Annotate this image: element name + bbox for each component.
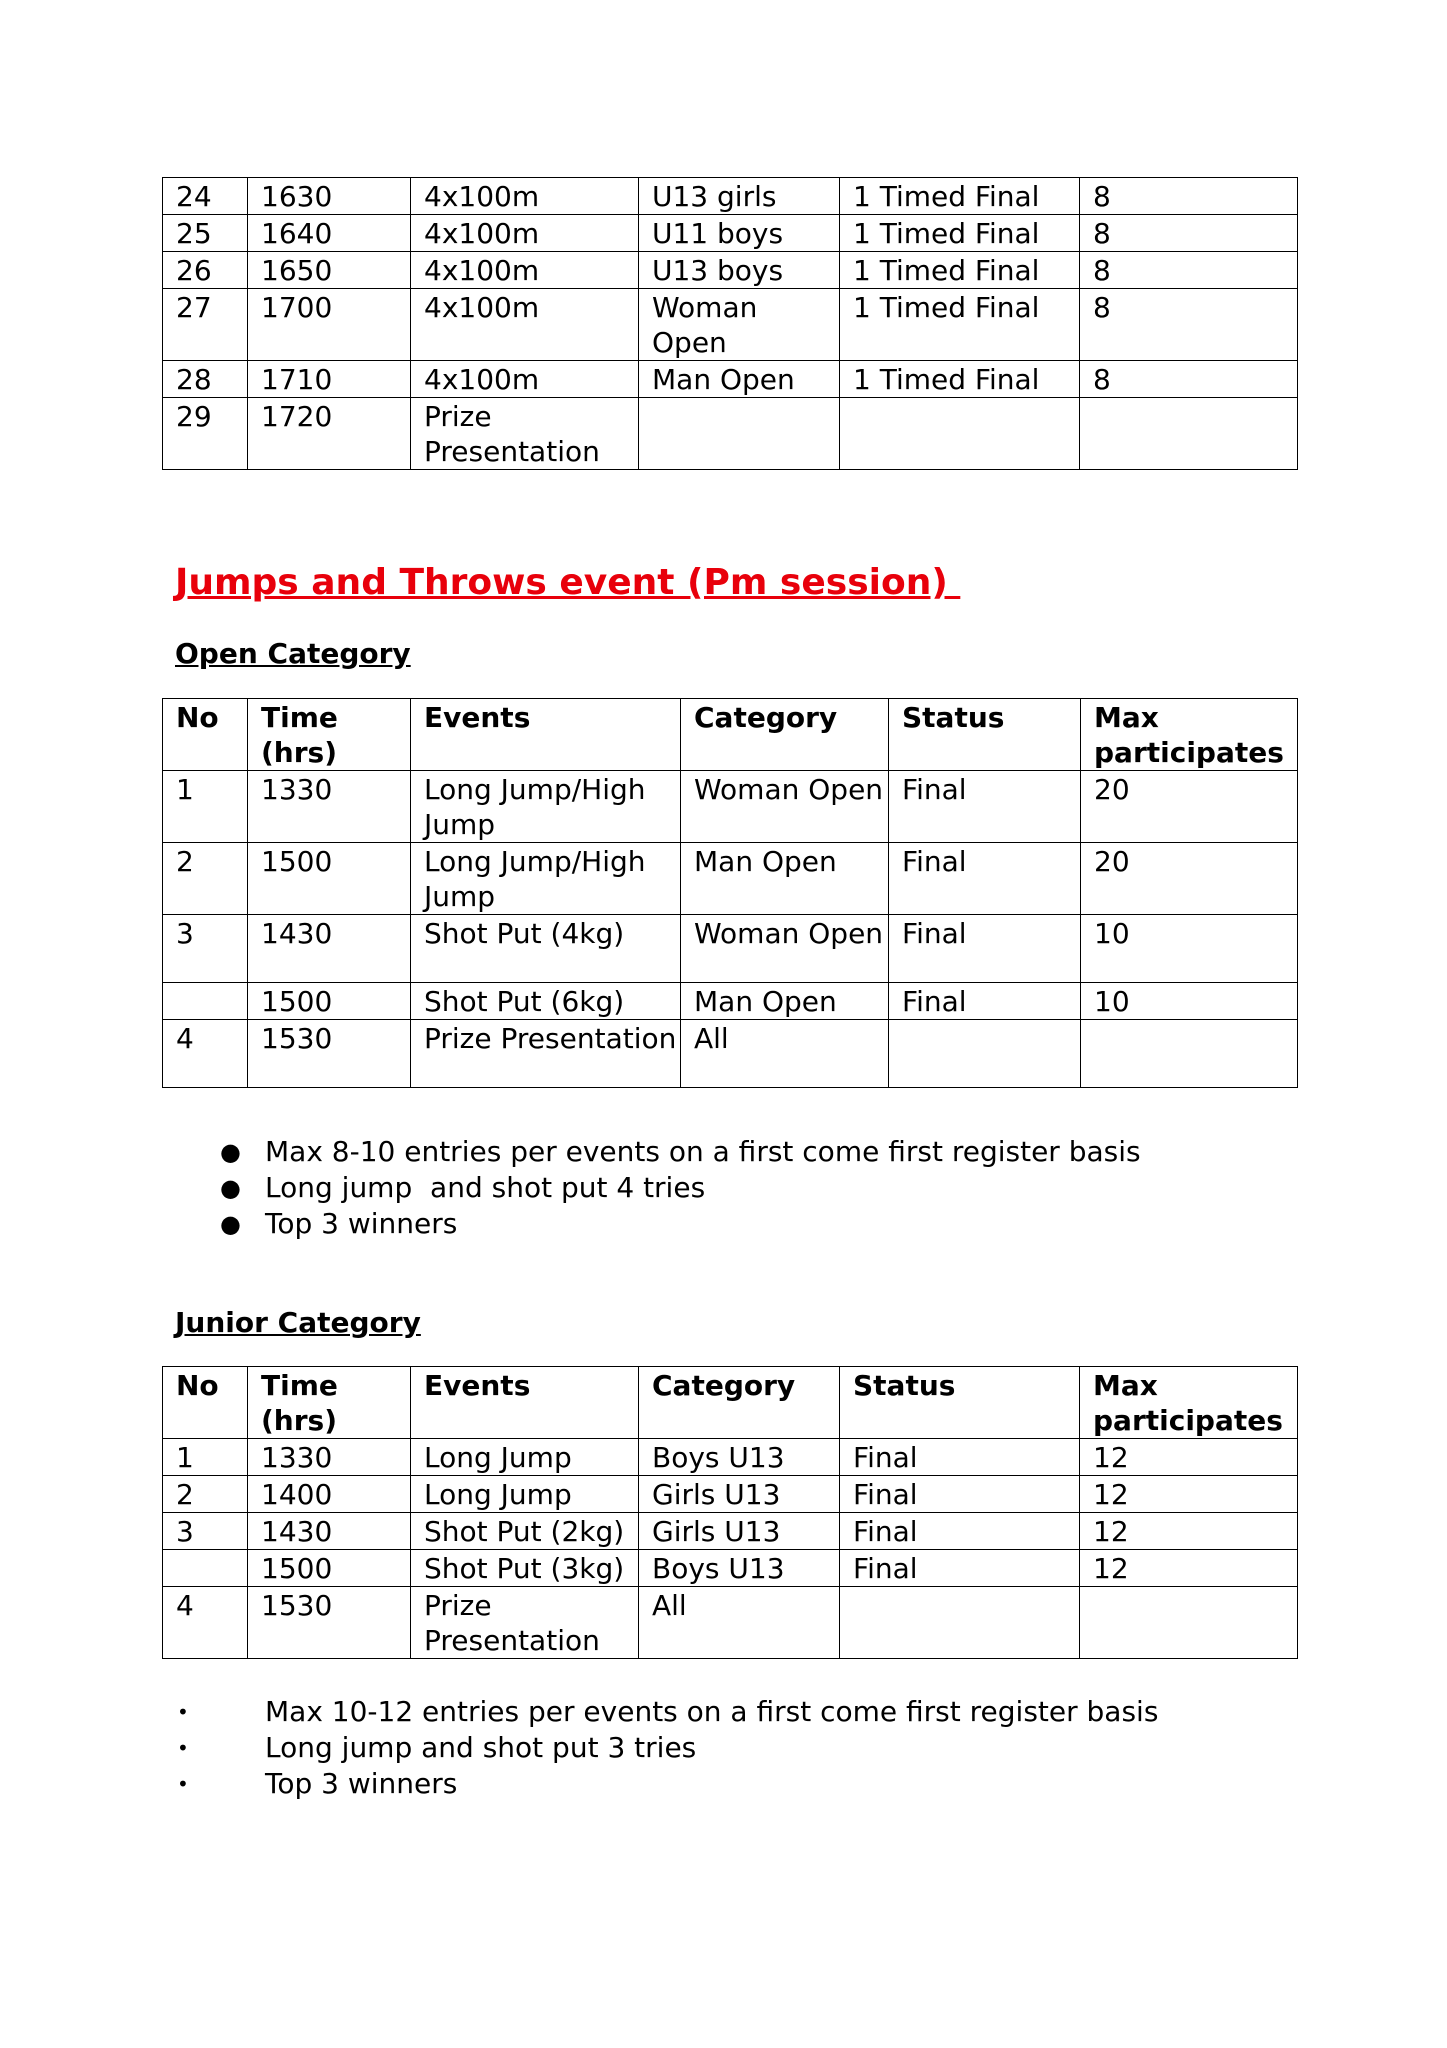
table-cell: 3 — [163, 1513, 248, 1550]
table-cell: 1 — [163, 771, 248, 843]
table-row — [163, 915, 1298, 983]
table-cell: Final — [889, 843, 1081, 915]
table-row — [163, 1513, 1298, 1550]
table-cell: 28 — [163, 361, 248, 398]
table-cell: 4x100m — [411, 215, 639, 252]
table-cell: 1400 — [248, 1476, 411, 1513]
table-cell: 12 — [1080, 1476, 1298, 1513]
bullet-icon: ● — [220, 1174, 241, 1202]
bullet-icon: ● — [220, 1138, 241, 1166]
table-cell: Shot Put (2kg) — [411, 1513, 639, 1550]
table-row — [163, 1587, 1298, 1659]
table-cell: Girls U13 — [639, 1476, 840, 1513]
table-cell: 20 — [1081, 843, 1298, 915]
table-cell: 8 — [1080, 178, 1298, 215]
table-cell: Long Jump/High Jump — [411, 771, 681, 843]
table-cell: Final — [840, 1513, 1080, 1550]
table-header-row — [163, 1367, 1298, 1439]
table-cell: 4x100m — [411, 361, 639, 398]
table-cell: All — [639, 1587, 840, 1659]
table-cell: 1700 — [248, 289, 411, 361]
table-cell: 26 — [163, 252, 248, 289]
table-cell: 1 Timed Final — [840, 252, 1080, 289]
bullet-icon: • — [177, 1700, 189, 1724]
table-cell — [1080, 1587, 1298, 1659]
table-row — [163, 178, 1298, 215]
table-cell: 27 — [163, 289, 248, 361]
table-cell: 1530 — [248, 1020, 411, 1088]
table-row — [163, 1550, 1298, 1587]
list-item — [221, 1134, 1141, 1170]
table-cell: 1640 — [248, 215, 411, 252]
table-row — [163, 1476, 1298, 1513]
column-header: Time (hrs) — [248, 1367, 411, 1439]
table-cell: 1710 — [248, 361, 411, 398]
note-text: Long jump and shot put 3 tries — [265, 1731, 697, 1764]
column-header: Status — [840, 1367, 1080, 1439]
table-cell: 8 — [1080, 215, 1298, 252]
list-item — [175, 1694, 1158, 1730]
table-cell: U11 boys — [639, 215, 840, 252]
table-cell: 1 — [163, 1439, 248, 1476]
column-header: Category — [681, 699, 889, 771]
table-row — [163, 215, 1298, 252]
table-cell: 4x100m — [411, 289, 639, 361]
table-cell: Woman Open — [681, 771, 889, 843]
list-item — [175, 1766, 1158, 1802]
table-row — [163, 771, 1298, 843]
table-cell: All — [681, 1020, 889, 1088]
table-cell: 4x100m — [411, 178, 639, 215]
table-cell — [840, 1587, 1080, 1659]
section-title: Jumps and Throws event (Pm session) — [175, 562, 961, 603]
column-header: Category — [639, 1367, 840, 1439]
column-header: Max participates — [1080, 1367, 1298, 1439]
table-cell — [163, 983, 248, 1020]
note-text: Top 3 winners — [265, 1767, 458, 1800]
table-cell: Long Jump — [411, 1439, 639, 1476]
table-cell: 12 — [1080, 1439, 1298, 1476]
relay-events-table — [162, 177, 1298, 470]
table-cell: 10 — [1081, 915, 1298, 983]
bullet-icon: ● — [220, 1210, 241, 1238]
column-header: Events — [411, 1367, 639, 1439]
note-text: Top 3 winners — [265, 1207, 458, 1240]
table-cell: 1500 — [248, 843, 411, 915]
column-header: Max participates — [1081, 699, 1298, 771]
list-item — [221, 1170, 1141, 1206]
column-header: Status — [889, 699, 1081, 771]
table-cell: 8 — [1080, 252, 1298, 289]
column-header: Time (hrs) — [248, 699, 411, 771]
table-cell: 1430 — [248, 915, 411, 983]
table-cell — [1081, 1020, 1298, 1088]
table-cell: Girls U13 — [639, 1513, 840, 1550]
table-cell: 1 Timed Final — [840, 361, 1080, 398]
table-cell: Long Jump/High Jump — [411, 843, 681, 915]
bullet-icon: • — [177, 1736, 189, 1760]
table-cell: 4 — [163, 1587, 248, 1659]
table-cell: Woman Open — [681, 915, 889, 983]
table-cell: 20 — [1081, 771, 1298, 843]
table-cell: 1430 — [248, 1513, 411, 1550]
table-cell: 4x100m — [411, 252, 639, 289]
table-cell: Man Open — [681, 983, 889, 1020]
table-cell: Prize Presentation — [411, 1020, 681, 1088]
table-cell: 8 — [1080, 361, 1298, 398]
table-cell: 1 Timed Final — [840, 215, 1080, 252]
list-item — [221, 1206, 1141, 1242]
table-cell: 1630 — [248, 178, 411, 215]
table-cell: 3 — [163, 915, 248, 983]
table-row — [163, 252, 1298, 289]
table-cell: 2 — [163, 843, 248, 915]
table-cell: Man Open — [639, 361, 840, 398]
table-cell: 1 Timed Final — [840, 289, 1080, 361]
list-item — [175, 1730, 1158, 1766]
table-cell: Long Jump — [411, 1476, 639, 1513]
table-row — [163, 398, 1298, 470]
table-cell: 1330 — [248, 771, 411, 843]
table-cell: 2 — [163, 1476, 248, 1513]
table-cell: 1 Timed Final — [840, 178, 1080, 215]
table-cell — [889, 1020, 1081, 1088]
junior-category-title: Junior Category — [175, 1306, 421, 1339]
table-cell: 1650 — [248, 252, 411, 289]
table-cell: 1500 — [248, 1550, 411, 1587]
table-cell: 12 — [1080, 1513, 1298, 1550]
table-cell: Shot Put (3kg) — [411, 1550, 639, 1587]
table-cell: 12 — [1080, 1550, 1298, 1587]
table-cell — [639, 398, 840, 470]
column-header: No — [163, 1367, 248, 1439]
table-row — [163, 843, 1298, 915]
column-header: Events — [411, 699, 681, 771]
table-cell: Shot Put (6kg) — [411, 983, 681, 1020]
table-cell: Final — [840, 1439, 1080, 1476]
table-row — [163, 361, 1298, 398]
table-cell — [1080, 398, 1298, 470]
table-row — [163, 289, 1298, 361]
table-cell: Woman Open — [639, 289, 840, 361]
table-cell: 10 — [1081, 983, 1298, 1020]
column-header: No — [163, 699, 248, 771]
table-cell: Final — [889, 915, 1081, 983]
table-row — [163, 983, 1298, 1020]
table-cell: 1530 — [248, 1587, 411, 1659]
table-cell: 8 — [1080, 289, 1298, 361]
note-text: Max 8-10 entries per events on a first come first register basis — [265, 1135, 1141, 1168]
table-cell: Final — [840, 1550, 1080, 1587]
table-cell: 4 — [163, 1020, 248, 1088]
table-cell — [163, 1550, 248, 1587]
open-category-title: Open Category — [175, 637, 411, 670]
table-cell: Prize Presentation — [411, 1587, 639, 1659]
table-cell: Final — [889, 983, 1081, 1020]
note-text: Long jump and shot put 4 tries — [265, 1171, 706, 1204]
table-row — [163, 1020, 1298, 1088]
table-cell: Final — [840, 1476, 1080, 1513]
note-text: Max 10-12 entries per events on a first come first register basis — [265, 1695, 1159, 1728]
table-cell: Shot Put (4kg) — [411, 915, 681, 983]
table-cell: 1720 — [248, 398, 411, 470]
table-cell: Final — [889, 771, 1081, 843]
table-cell: 25 — [163, 215, 248, 252]
table-row — [163, 1439, 1298, 1476]
table-cell: 24 — [163, 178, 248, 215]
table-cell: U13 girls — [639, 178, 840, 215]
table-cell: Boys U13 — [639, 1439, 840, 1476]
table-cell — [840, 398, 1080, 470]
table-cell: 1330 — [248, 1439, 411, 1476]
open-category-notes — [221, 1134, 1141, 1242]
table-cell: Prize Presentation — [411, 398, 639, 470]
table-cell: U13 boys — [639, 252, 840, 289]
open-category-table — [162, 698, 1298, 1088]
junior-category-notes — [175, 1694, 1158, 1802]
table-cell: 29 — [163, 398, 248, 470]
junior-category-table — [162, 1366, 1298, 1659]
table-cell: Boys U13 — [639, 1550, 840, 1587]
table-cell: 1500 — [248, 983, 411, 1020]
table-header-row — [163, 699, 1298, 771]
table-cell: Man Open — [681, 843, 889, 915]
bullet-icon: • — [177, 1772, 189, 1796]
